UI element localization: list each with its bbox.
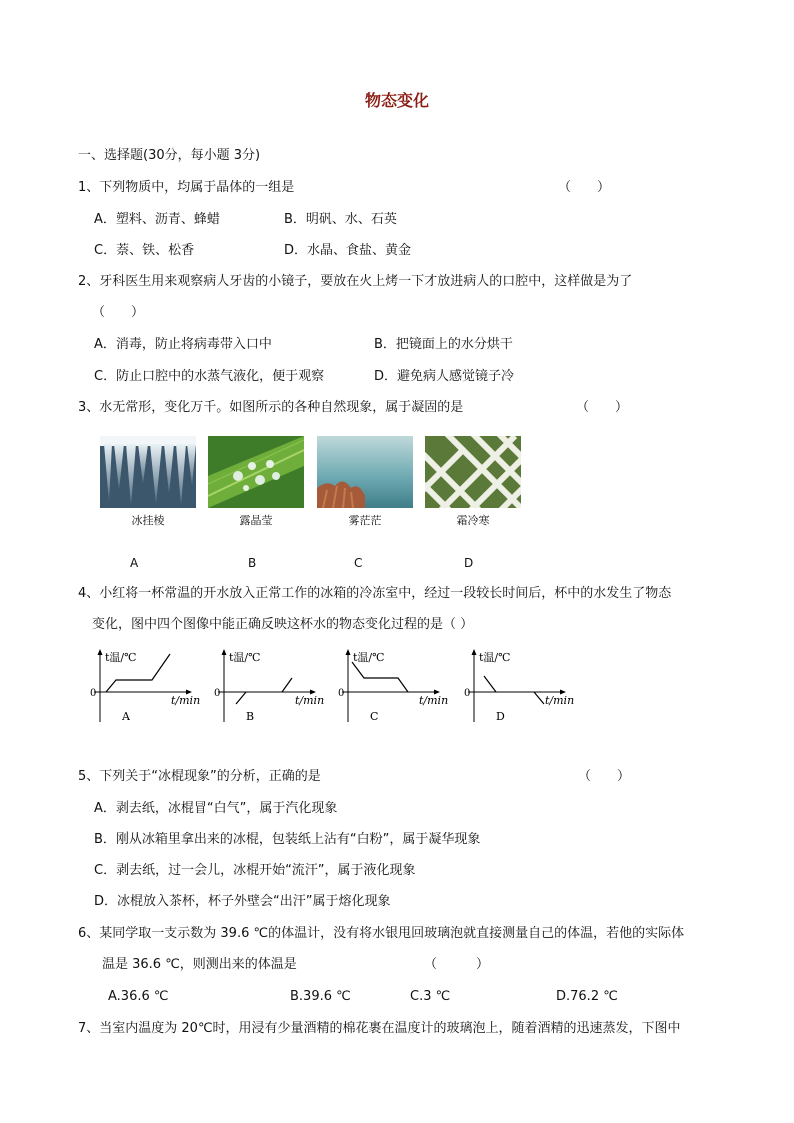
q4-stem-line1: 4、小红将一杯常温的开水放入正常工作的冰箱的冷冻室中，经过一段较长时间后，杯中的水发生了物态 bbox=[78, 586, 672, 601]
q6-option-c: C.3 ℃ bbox=[410, 989, 451, 1004]
q3-label-b: B bbox=[248, 556, 257, 570]
q1-option-a: A．塑料、沥青、蜂蜡 bbox=[94, 212, 220, 227]
caption-dew: 露晶莹 bbox=[239, 514, 273, 527]
q6-answer-bracket: （ ） bbox=[424, 957, 490, 972]
graph-a-origin: 0 bbox=[90, 688, 97, 699]
graph-d bbox=[462, 646, 582, 730]
q2-option-a: A．消毒，防止将病毒带入口中 bbox=[94, 337, 272, 352]
q5-option-d: D．冰棍放入茶杯，杯子外壁会“出汗”属于熔化现象 bbox=[94, 894, 391, 909]
caption-frost: 霜冷寒 bbox=[456, 514, 490, 527]
q5-option-b: B．刚从冰箱里拿出来的冰棍，包装纸上沾有“白粉”，属于凝华现象 bbox=[94, 832, 481, 847]
graph-a bbox=[88, 646, 208, 730]
q1-option-d: D．水晶、食盐、黄金 bbox=[284, 243, 412, 258]
graph-d-y-label: t温/℃ bbox=[479, 651, 511, 664]
q6-option-d: D.76.2 ℃ bbox=[556, 989, 618, 1004]
graph-c-label: C bbox=[370, 710, 379, 723]
q4-stem-line2: 变化，图中四个图像中能正确反映这杯水的物态变化过程的是（ ） bbox=[92, 617, 474, 632]
q6-stem-line2: 温是 36.6 ℃，则测出来的体温是 bbox=[102, 957, 297, 972]
q3-label-d: D bbox=[464, 556, 474, 570]
page-title: 物态变化 bbox=[364, 91, 429, 110]
q5-stem: 5、下列关于“冰棍现象”的分析，正确的是 bbox=[78, 769, 321, 784]
q1-answer-bracket: （ ） bbox=[558, 180, 611, 195]
q5-option-a: A．剥去纸，冰棍冒“白气”，属于汽化现象 bbox=[94, 801, 338, 816]
q1-stem: 1、下列物质中，均属于晶体的一组是 bbox=[78, 180, 295, 195]
q6-option-a: A.36.6 ℃ bbox=[108, 989, 169, 1004]
graph-d-origin: 0 bbox=[464, 688, 471, 699]
q3-answer-bracket: （ ） bbox=[576, 400, 629, 415]
q3-label-a: A bbox=[130, 556, 139, 570]
q5-answer-bracket: （ ） bbox=[578, 769, 631, 784]
graph-a-label: A bbox=[122, 710, 130, 723]
graph-c-origin: 0 bbox=[338, 688, 345, 699]
graph-c-x-label: t/min bbox=[419, 694, 449, 707]
q1-option-b: B．明矾、水、石英 bbox=[284, 212, 397, 227]
q1-option-c: C．萘、铁、松香 bbox=[94, 243, 195, 258]
q6-option-b: B.39.6 ℃ bbox=[290, 989, 351, 1004]
caption-fog: 雾茫茫 bbox=[348, 514, 382, 527]
caption-icicles: 冰挂棱 bbox=[131, 514, 165, 527]
graph-d-x-label: t/min bbox=[545, 694, 575, 707]
graph-d-label: D bbox=[496, 710, 505, 723]
graph-c bbox=[336, 646, 456, 730]
q2-answer-bracket: （ ） bbox=[92, 305, 145, 320]
q3-label-c: C bbox=[354, 556, 363, 570]
q2-option-b: B．把镜面上的水分烘干 bbox=[374, 337, 513, 352]
graph-a-y-label: t温/℃ bbox=[105, 651, 137, 664]
graph-b-origin: 0 bbox=[214, 688, 221, 699]
graph-b-y-label: t温/℃ bbox=[229, 651, 261, 664]
graph-a-x-label: t/min bbox=[171, 694, 201, 707]
graph-b-label: B bbox=[246, 710, 255, 723]
q6-stem-line1: 6、某同学取一支示数为 39.6 ℃的体温计，没有将水银甩回玻璃泡就直接测量自己的体温，若他的实际体 bbox=[78, 926, 685, 941]
q2-stem: 2、牙科医生用来观察病人牙齿的小镜子，要放在火上烤一下才放进病人的口腔中，这样做是为了 bbox=[78, 274, 633, 289]
q2-option-d: D．避免病人感觉镜子冷 bbox=[374, 369, 515, 384]
dew-leaf-photo bbox=[208, 436, 304, 508]
q2-option-c: C．防止口腔中的水蒸气液化，便于观察 bbox=[94, 369, 325, 384]
q5-option-c: C．剥去纸，过一会儿，冰棍开始“流汗”，属于液化现象 bbox=[94, 863, 416, 878]
graph-b bbox=[212, 646, 332, 730]
graph-c-y-label: t温/℃ bbox=[353, 651, 385, 664]
q7-stem-line1: 7、当室内温度为 20℃时，用浸有少量酒精的棉花裹在温度计的玻璃泡上，随着酒精的迅速蒸发，下图中 bbox=[78, 1021, 681, 1036]
q3-stem: 3、水无常形，变化万千。如图所示的各种自然现象，属于凝固的是 bbox=[78, 400, 464, 415]
section-heading: 一、选择题(30分，每小题 3分) bbox=[78, 148, 261, 163]
graph-b-x-label: t/min bbox=[295, 694, 325, 707]
fog-photo bbox=[317, 436, 413, 508]
icicle-photo bbox=[100, 436, 196, 508]
frost-photo bbox=[425, 436, 521, 508]
